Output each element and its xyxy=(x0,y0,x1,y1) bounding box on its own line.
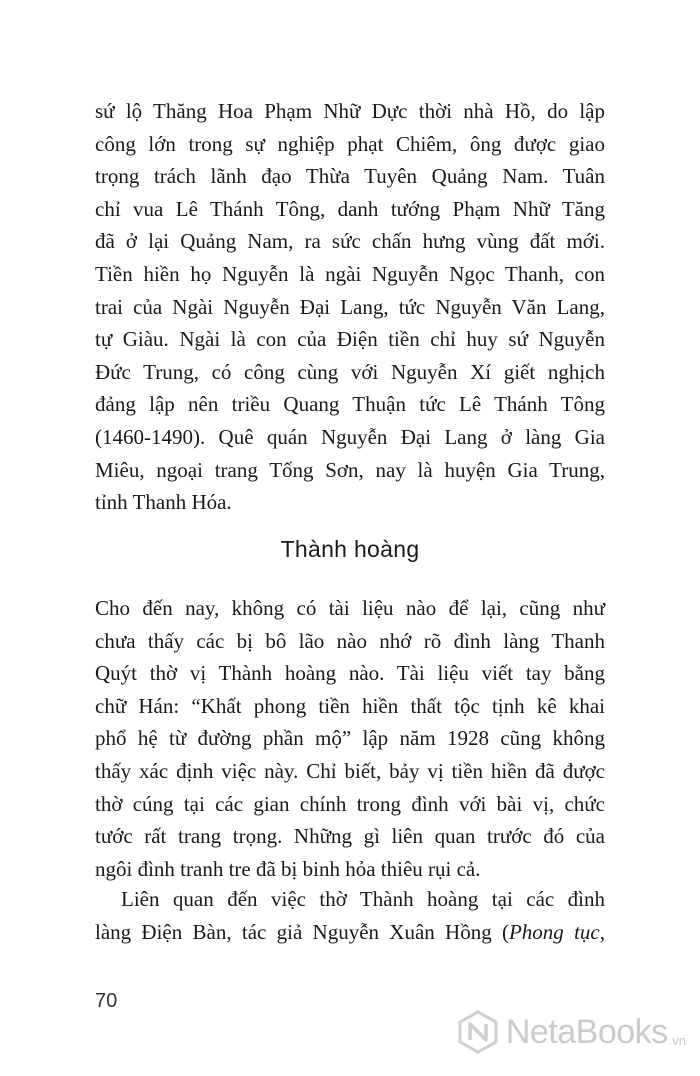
section-heading: Thành hoàng xyxy=(280,536,420,562)
text-line: Đức Trung, có công cùng với Nguyễn Xí giết nghịch xyxy=(95,359,605,384)
text-line: chưa thấy các bị bô lão nào nhớ rõ đình làng Thanh xyxy=(95,628,605,653)
text-line: tự Giàu. Ngài là con của Điện tiền chỉ huy sứ Nguyễn xyxy=(95,327,605,352)
text-line: (1460-1490). Quê quán Nguyễn Đại Lang ở làng Gia xyxy=(95,424,605,449)
paragraph-1 xyxy=(95,95,605,519)
watermark-brand: NetaBooks xyxy=(505,1012,668,1051)
watermark-suffix: .vn xyxy=(668,1033,686,1048)
text-line: Tiền hiền họ Nguyễn là ngài Nguyễn Ngọc Thanh, con xyxy=(95,261,605,286)
paragraph-3 xyxy=(95,883,605,948)
watermark xyxy=(456,1010,686,1054)
text-line: Cho đến nay, không có tài liệu nào để lại, cũng như xyxy=(95,596,605,620)
text-line: phổ hệ từ đường phần mộ” lập năm 1928 cũng không xyxy=(95,726,605,751)
text-line: chỉ vua Lê Thánh Tông, danh tướng Phạm Nhữ Tăng xyxy=(95,196,605,221)
text-line: trai của Ngài Nguyễn Đại Lang, tức Nguyễn Văn Lang, xyxy=(95,294,605,319)
text-line: Miêu, ngoại trang Tống Sơn, nay là huyện Gia Trung, xyxy=(95,457,605,482)
text-line: thờ cúng tại các gian chính trong đình với bài vị, chức xyxy=(95,791,605,816)
text-line: ngôi đình tranh tre đã bị binh hỏa thiêu rụi cả. xyxy=(95,856,481,881)
text-line: sứ lộ Thăng Hoa Phạm Nhữ Dực thời nhà Hồ, do lập xyxy=(95,99,605,123)
page-number: 70 xyxy=(95,990,118,1012)
text-line: Liên quan đến việc thờ Thành hoàng tại các đình xyxy=(121,887,605,911)
text-line: Quýt thờ vị Thành hoàng nào. Tài liệu viết tay bằng xyxy=(95,661,605,686)
text-line: đã ở lại Quảng Nam, ra sức chấn hưng vùng đất mới. xyxy=(95,229,605,254)
text-line: công lớn trong sự nghiệp phạt Chiêm, ông được giao xyxy=(95,131,605,156)
text-line: đảng lập nên triều Quang Thuận tức Lê Thánh Tông xyxy=(95,392,605,417)
text-line: trọng trách lãnh đạo Thừa Tuyên Quảng Nam. Tuân xyxy=(95,164,605,189)
italic-book-title: Phong tục, xyxy=(508,919,605,944)
text-run: làng Điện Bàn, tác giả Nguyễn Xuân Hồng ( xyxy=(95,919,509,944)
netabooks-logo-icon xyxy=(456,1010,500,1054)
text-line: tỉnh Thanh Hóa. xyxy=(95,490,232,515)
paragraph-2 xyxy=(95,592,605,885)
text-line: chữ Hán: “Khất phong tiền hiền thất tộc tịnh kê khai xyxy=(95,693,605,718)
text-line xyxy=(95,916,605,949)
text-line: thấy xác định việc này. Chỉ biết, bảy vị tiền hiền đã được xyxy=(95,758,605,783)
text-line: tước rất trang trọng. Những gì liên quan trước đó của xyxy=(95,824,605,849)
